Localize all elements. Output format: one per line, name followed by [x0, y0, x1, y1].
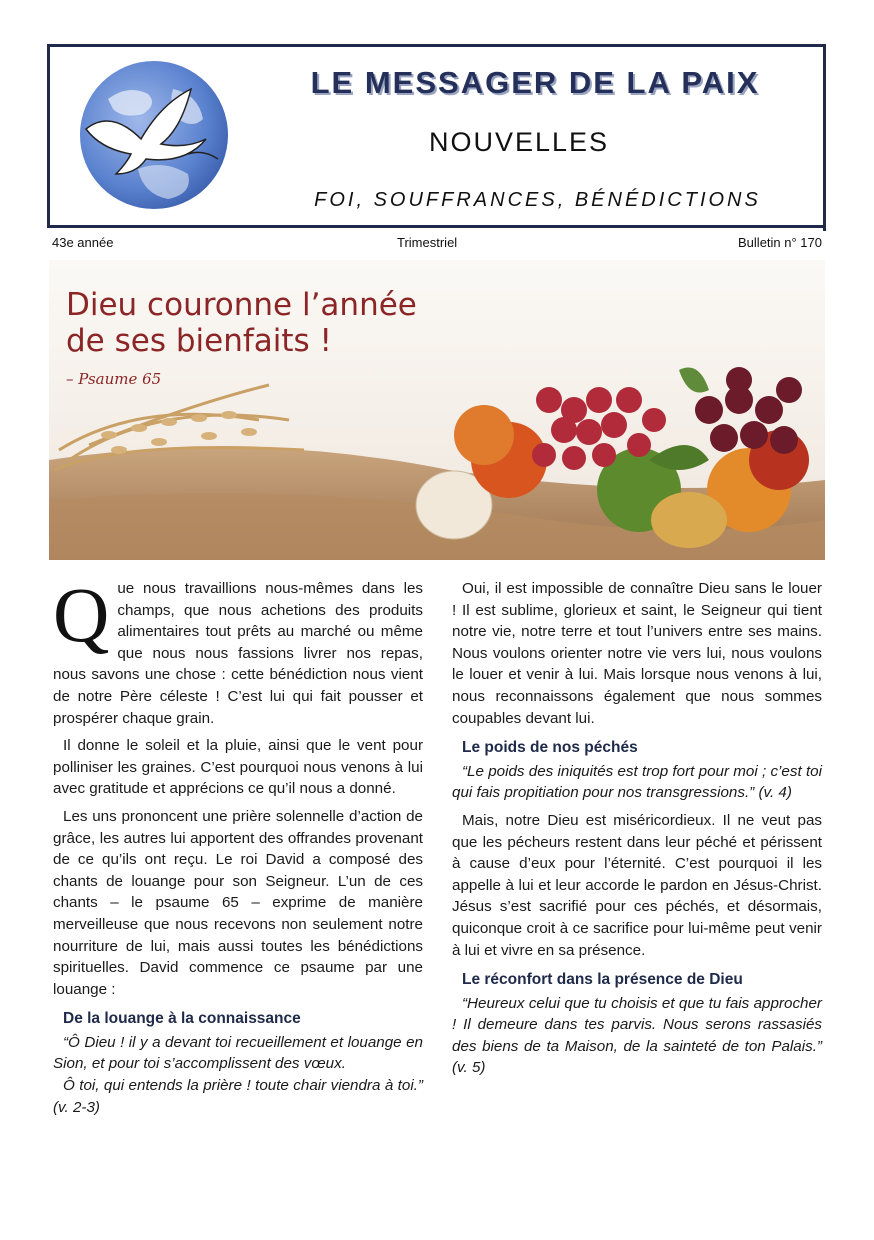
paragraph: Oui, il est impossible de connaître Dieu sans le louer ! Il est sublime, glorieux et saint, le Seigneur qui tient notre vie, notre terre et tout l’univers entre ses mains. Nous voulons orienter notre vie vers lui, nous voulons le louer et venir à lui. Mais lorsque nous venons à lui, nous reconnaissons également que nous sommes coupables devant lui. — [452, 580, 822, 727]
publication-tagline: FOI, SOUFFRANCES, BÉNÉDICTIONS — [314, 189, 761, 211]
paragraph: Mais, notre Dieu est miséricordieux. Il ne veut pas que les pécheurs restent dans leur péché et périssent à cause d’eux pour l’éternité. C’est pourquoi il les appelle à lui et leur accorde le pardon en Jésus-Christ. Jésus s’est sacrifié pour ces péchés, et désormais, quiconque croit à ce sacrifice pour lui-même peut venir à lui et vivre en sa présence. — [452, 811, 822, 959]
hero-banner — [49, 260, 825, 560]
paragraph: Il donne le soleil et la pluie, ainsi que le vent pour polliniser les graines. C’est pourquoi nous venons à lui avec gratitude et apprécions ce qu’il nous a donné. — [53, 737, 423, 798]
article-left-column — [53, 571, 423, 1124]
section-heading: De la louange à la connaissance — [63, 1010, 301, 1028]
quote-line: Ô toi, qui entends la prière ! toute chair viendra à toi.” (v. 2-3) — [53, 1077, 423, 1116]
article-right-column — [452, 578, 822, 1085]
hero-title-line1: Dieu couronne l’année — [66, 287, 417, 323]
scripture-quote — [53, 1032, 423, 1118]
hero-reference: – Psaume 65 — [66, 370, 162, 388]
info-bar — [52, 235, 822, 253]
publication-title: LE MESSAGER DE LA PAIX — [310, 65, 760, 100]
globe-dove-icon — [78, 59, 230, 211]
bulletin-number: Bulletin n° 170 — [738, 235, 822, 250]
scripture-quote — [452, 761, 822, 804]
issue-frequency: Trimestriel — [397, 235, 458, 250]
masthead — [47, 44, 826, 228]
issue-year: 43e année — [52, 235, 114, 250]
quote-line: “Heureux celui que tu choisis et que tu fais approcher ! Il demeure dans tes parvis. Nous serons rassasiés des biens de ta Maison, de la sainteté de ton Palais.” (v. 5) — [452, 994, 822, 1077]
section-heading: Le réconfort dans la présence de Dieu — [462, 971, 743, 989]
hero-title-line2: de ses bienfaits ! — [66, 323, 332, 359]
hero-title — [66, 287, 566, 359]
paragraph — [53, 571, 423, 729]
section-heading: Le poids de nos péchés — [462, 739, 638, 757]
quote-line: “Le poids des iniquités est trop fort pour moi ; c’est toi qui fais propitiation pour nos transgressions.” (v. 4) — [452, 762, 822, 802]
paragraph: Les uns prononcent une prière solennelle d’action de grâce, les autres lui apportent des offrandes provenant de ce qu’ils ont reçu. Le roi David a composé des chants de louange pour son Seigneur. L’un de ces chants – le psaume 65 – exprime de manière merveilleuse que nous recevons non seulement notre nourriture de lui, mais aussi toutes les bénédictions spirituelles. David commence ce psaume par une louange : — [53, 807, 423, 998]
paragraph-text: ue nous travaillions nous-mêmes dans les champs, que nous achetions des produits alimentaires tout prêts au marché ou même que nous nous fassions livrer nos repas, nous savons une chose : cette bénédiction nous vient de notre Père céleste ! C’est lui qui fait pousser et prospérer chaque grain. — [53, 580, 423, 727]
scripture-quote — [452, 993, 822, 1079]
drop-cap: Q — [53, 571, 110, 658]
publication-subtitle: NOUVELLES — [428, 127, 610, 157]
quote-line: “Ô Dieu ! il y a devant toi recueillement et louange en Sion, et pour toi s’accomplissent des vœux. — [53, 1033, 423, 1073]
